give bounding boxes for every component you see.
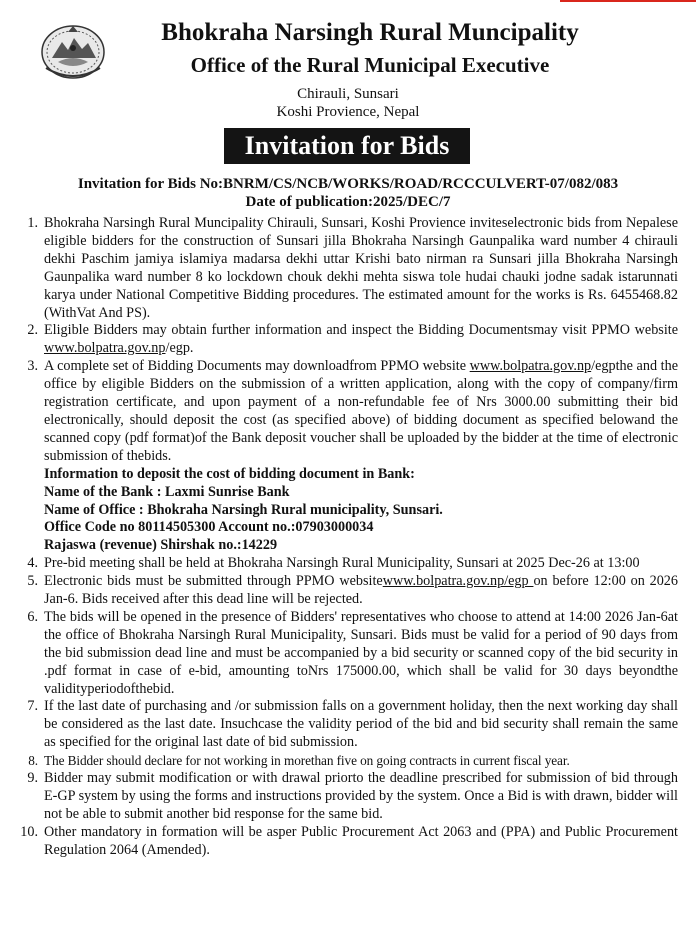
ppmo-egp-link[interactable]: www.bolpatra.gov.np/egp — [382, 573, 534, 590]
bank-codes: Office Code no 80114505300 Account no.:07903000034 — [44, 519, 374, 536]
list-item — [14, 752, 678, 770]
item-number: 9. — [27, 770, 38, 787]
item-number: 5. — [27, 573, 38, 590]
item-number: 10. — [20, 823, 38, 840]
item-number: 7. — [27, 698, 38, 715]
item-text: on before 12:00 on 2026 Jan-6. Bids received after this dead line will be rejected. — [44, 573, 678, 608]
municipality-name: Bhokraha Narsingh Rural Muncipality — [161, 19, 579, 46]
office-name: Office of the Rural Municipal Executive — [190, 53, 550, 77]
item-number: 6. — [27, 608, 38, 625]
item-number: 1. — [27, 215, 38, 231]
top-red-bar — [560, 0, 696, 2]
item-number: 2. — [27, 322, 38, 339]
notice-title-banner: Invitation for Bids — [224, 128, 470, 164]
rajaswa-shirshak: Rajaswa (revenue) Shirshak no.:14229 — [44, 537, 278, 554]
list-item — [14, 322, 678, 358]
item-text: Electronic bids must be submitted through PPMO website — [44, 573, 383, 590]
item-number: 8. — [28, 753, 38, 769]
bank-info-heading: Information to deposit the cost of bidding document in Bank: — [44, 465, 415, 482]
ppmo-link[interactable]: www.bolpatra.gov.np — [44, 340, 166, 357]
item-number: 3. — [27, 358, 38, 375]
item-text: Bidder may submit modification or with drawal priorto the deadline prescribed for submission of bid through E-GP system by using the forms and instructions provided by the system. Once a Bid is with drawn, bidder will not be able to submit another bid response for the same bid. — [44, 770, 678, 822]
publication-date: Date of publication:2025/DEC/7 — [245, 194, 451, 210]
list-item — [14, 555, 678, 573]
address-line-2: Koshi Provience, Nepal — [276, 104, 420, 120]
item-text: The bids will be opened in the presence of Bidders' representatives who choose to attend at 14:00 2026 Jan-6at the office of Bhokraha Narsingh Rural Municipality, Sunsari. Bids must be valid for a period of 90 days from the bid submission dead line and must be accompanied by a bid security or scanned copy of the bid security in .pdf format in case of e-bid, amounting toNrs 175000.00, which shall be valid for 30 days beyondthe validityperiodofthebid. — [44, 608, 678, 697]
item-number: 4. — [27, 555, 38, 572]
bank-name: Name of the Bank : Laxmi Sunrise Bank — [44, 483, 290, 500]
list-item — [14, 573, 678, 609]
item-text: Other mandatory in formation will be asper Public Procurement Act 2063 and (PPA) and Public Procurement Regulation 2064 (Amended). — [44, 823, 678, 858]
bank-office-name: Name of Office : Bhokraha Narsingh Rural municipality, Sunsari. — [44, 501, 443, 518]
list-item — [14, 770, 678, 824]
item-text: /egp. — [165, 340, 194, 357]
list-item — [14, 824, 678, 860]
list-item — [14, 609, 678, 699]
item-text: Pre-bid meeting shall be held at Bhokraha Narsingh Rural Municipality, Sunsari at 2025 Dec-26 at 13:00 — [44, 555, 640, 572]
notice-body — [14, 215, 678, 860]
item-text: The Bidder should declare for not working in morethan five on going contracts in current fiscal year. — [44, 753, 570, 769]
item-text: Eligible Bidders may obtain further information and inspect the Bidding Documentsmay visit PPMO website — [44, 322, 678, 339]
bid-number: Invitation for Bids No:BNRM/CS/NCB/WORKS/ROAD/RCCCULVERT-07/082/083 — [77, 176, 619, 192]
item-text: A complete set of Bidding Documents may downloadfrom PPMO website — [44, 358, 470, 375]
list-item — [14, 698, 678, 752]
list-item — [14, 215, 678, 322]
address-line-1: Chirauli, Sunsari — [297, 86, 399, 102]
list-item — [14, 358, 678, 555]
item-text: If the last date of purchasing and /or submission falls on a government holiday, then the next working day shall be considered as the last date. Insuchcase the validity period of the bid and bid security shall remain the same as specified for the original last date of bid submission. — [44, 698, 678, 751]
item-text: /egpthe and the office by eligible Bidders on the submission of a written application, along with the copy of company/firm registration certificate, and upon payment of a non-refundable fee of Nrs 3000.00 submitting their bid electronically, should deposit the cost (as specified above) of bidding document as specified belowand the scanned copy (pdf format)of the Bank deposit voucher shall be uploaded by the bidder at the time of electronic submission of thebids. — [44, 358, 678, 464]
ppmo-link[interactable]: www.bolpatra.gov.np — [469, 358, 592, 375]
item-text: Bhokraha Narsingh Rural Muncipality Chirauli, Sunsari, Koshi Provience inviteselectronic bids from Nepalese eligible bidders for the construction of Sunsari jilla Bhokraha Narsingh Gaunpalika ward number 4 chirauli dekhi Paschim jamiya islamiya madarsa dekhi uttar Krishi bato nirman ra Sunsari jilla Bhokraha Narsingh Gaunpalika ward number 8 ko lockdown chouk dekhi mehta siswa tole hudai chauki jodne sadak istarunnati karya under National Competitive Bidding procedures. The estimated amount for the works is Rs. 6455468.82 (WithVat And PS). — [44, 215, 678, 321]
